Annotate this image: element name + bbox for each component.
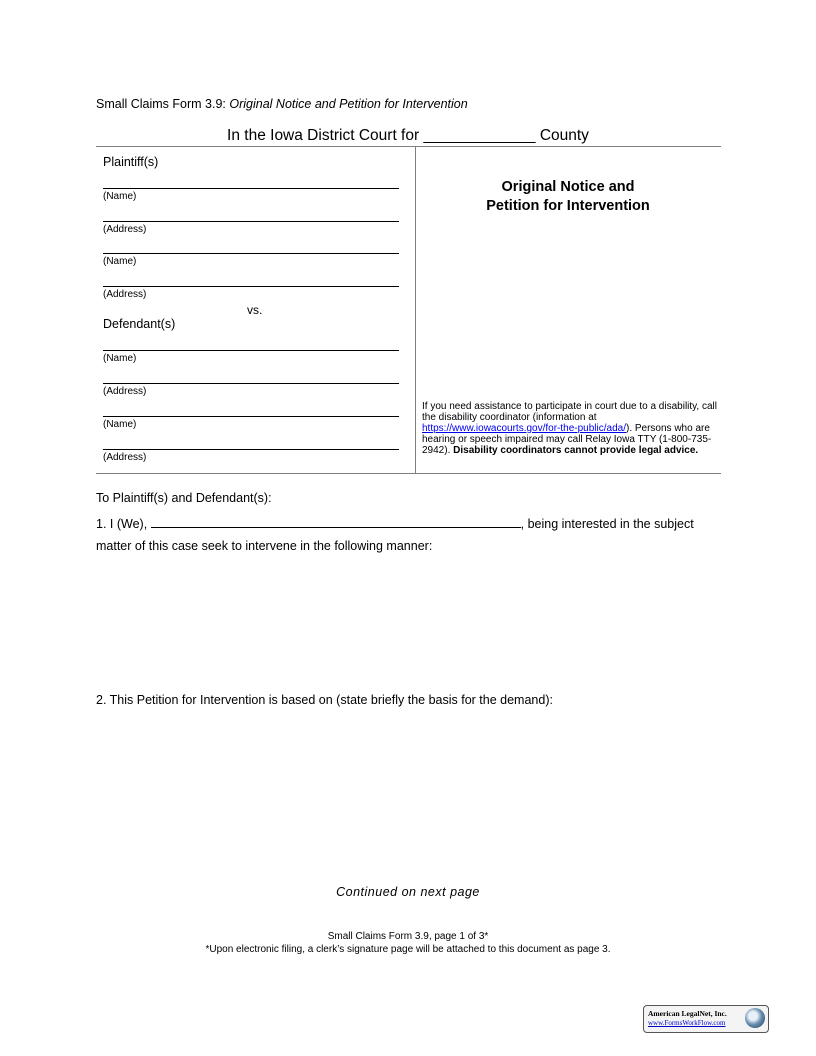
defendant-1-name-label: (Name) (103, 353, 137, 364)
globe-icon (745, 1008, 765, 1028)
form-title (96, 97, 468, 111)
document-title-line2: Petition for Intervention (486, 198, 650, 214)
intervenor-name-field[interactable] (151, 515, 521, 528)
plaintiff-1-name-label: (Name) (103, 191, 137, 202)
continued-note: Continued on next page (336, 885, 480, 899)
document-title (416, 178, 720, 216)
footer-page-info: Small Claims Form 3.9, page 1 of 3* (327, 931, 489, 942)
item-1 (96, 515, 694, 531)
plaintiff-1-name-field[interactable] (103, 188, 399, 189)
salutation: To Plaintiff(s) and Defendant(s): (96, 491, 272, 505)
item-1-suffix: , being interested in the subject (520, 517, 694, 531)
ada-notice (422, 401, 717, 456)
defendant-1-address-label: (Address) (103, 386, 147, 397)
ada-notice-text-2: ). Persons who are hearing or speech impaired may call Relay Iowa TTY (1-800-735-2942). (422, 423, 712, 456)
defendant-1-address-field[interactable] (103, 383, 399, 384)
plaintiff-1-address-field[interactable] (103, 221, 399, 222)
versus-label: vs. (247, 303, 263, 317)
item-1-line2: matter of this case seek to intervene in the following manner: (96, 539, 433, 553)
form-number: Small Claims Form 3.9: (96, 97, 226, 111)
item-2: 2. This Petition for Intervention is based on (state briefly the basis for the demand): (96, 693, 553, 707)
defendant-2-name-field[interactable] (103, 416, 399, 417)
item-1-prefix: 1. I (We), (96, 517, 148, 531)
defendants-label: Defendant(s) (103, 317, 176, 331)
caption-top-rule (96, 146, 721, 147)
form-name: Original Notice and Petition for Intervention (229, 97, 468, 111)
caption-bottom-rule (96, 473, 721, 474)
document-title-line1: Original Notice and (501, 179, 635, 195)
plaintiff-2-name-field[interactable] (103, 253, 399, 254)
plaintiff-2-name-label: (Name) (103, 256, 137, 267)
plaintiff-2-address-field[interactable] (103, 286, 399, 287)
defendant-1-name-field[interactable] (103, 350, 399, 351)
publisher-logo[interactable] (643, 1005, 769, 1033)
plaintiff-1-address-label: (Address) (103, 224, 147, 235)
publisher-url[interactable]: www.FormsWorkFlow.com (648, 1019, 726, 1027)
defendant-2-address-field[interactable] (103, 449, 399, 450)
plaintiffs-label: Plaintiff(s) (103, 155, 159, 169)
defendant-2-name-label: (Name) (103, 419, 137, 430)
publisher-name: American LegalNet, Inc. (648, 1009, 727, 1018)
ada-notice-text: If you need assistance to participate in court due to a disability, call the disability coordinator (information at (422, 401, 717, 423)
footer-note: *Upon electronic filing, a clerk’s signature page will be attached to this document as page 3. (205, 944, 611, 955)
defendant-2-address-label: (Address) (103, 452, 147, 463)
ada-link[interactable]: https://www.iowacourts.gov/for-the-public/ada/ (422, 423, 626, 434)
court-line: In the Iowa District Court for _____________ County (227, 127, 589, 144)
plaintiff-2-address-label: (Address) (103, 289, 147, 300)
ada-notice-bold: Disability coordinators cannot provide legal advice. (453, 445, 699, 456)
